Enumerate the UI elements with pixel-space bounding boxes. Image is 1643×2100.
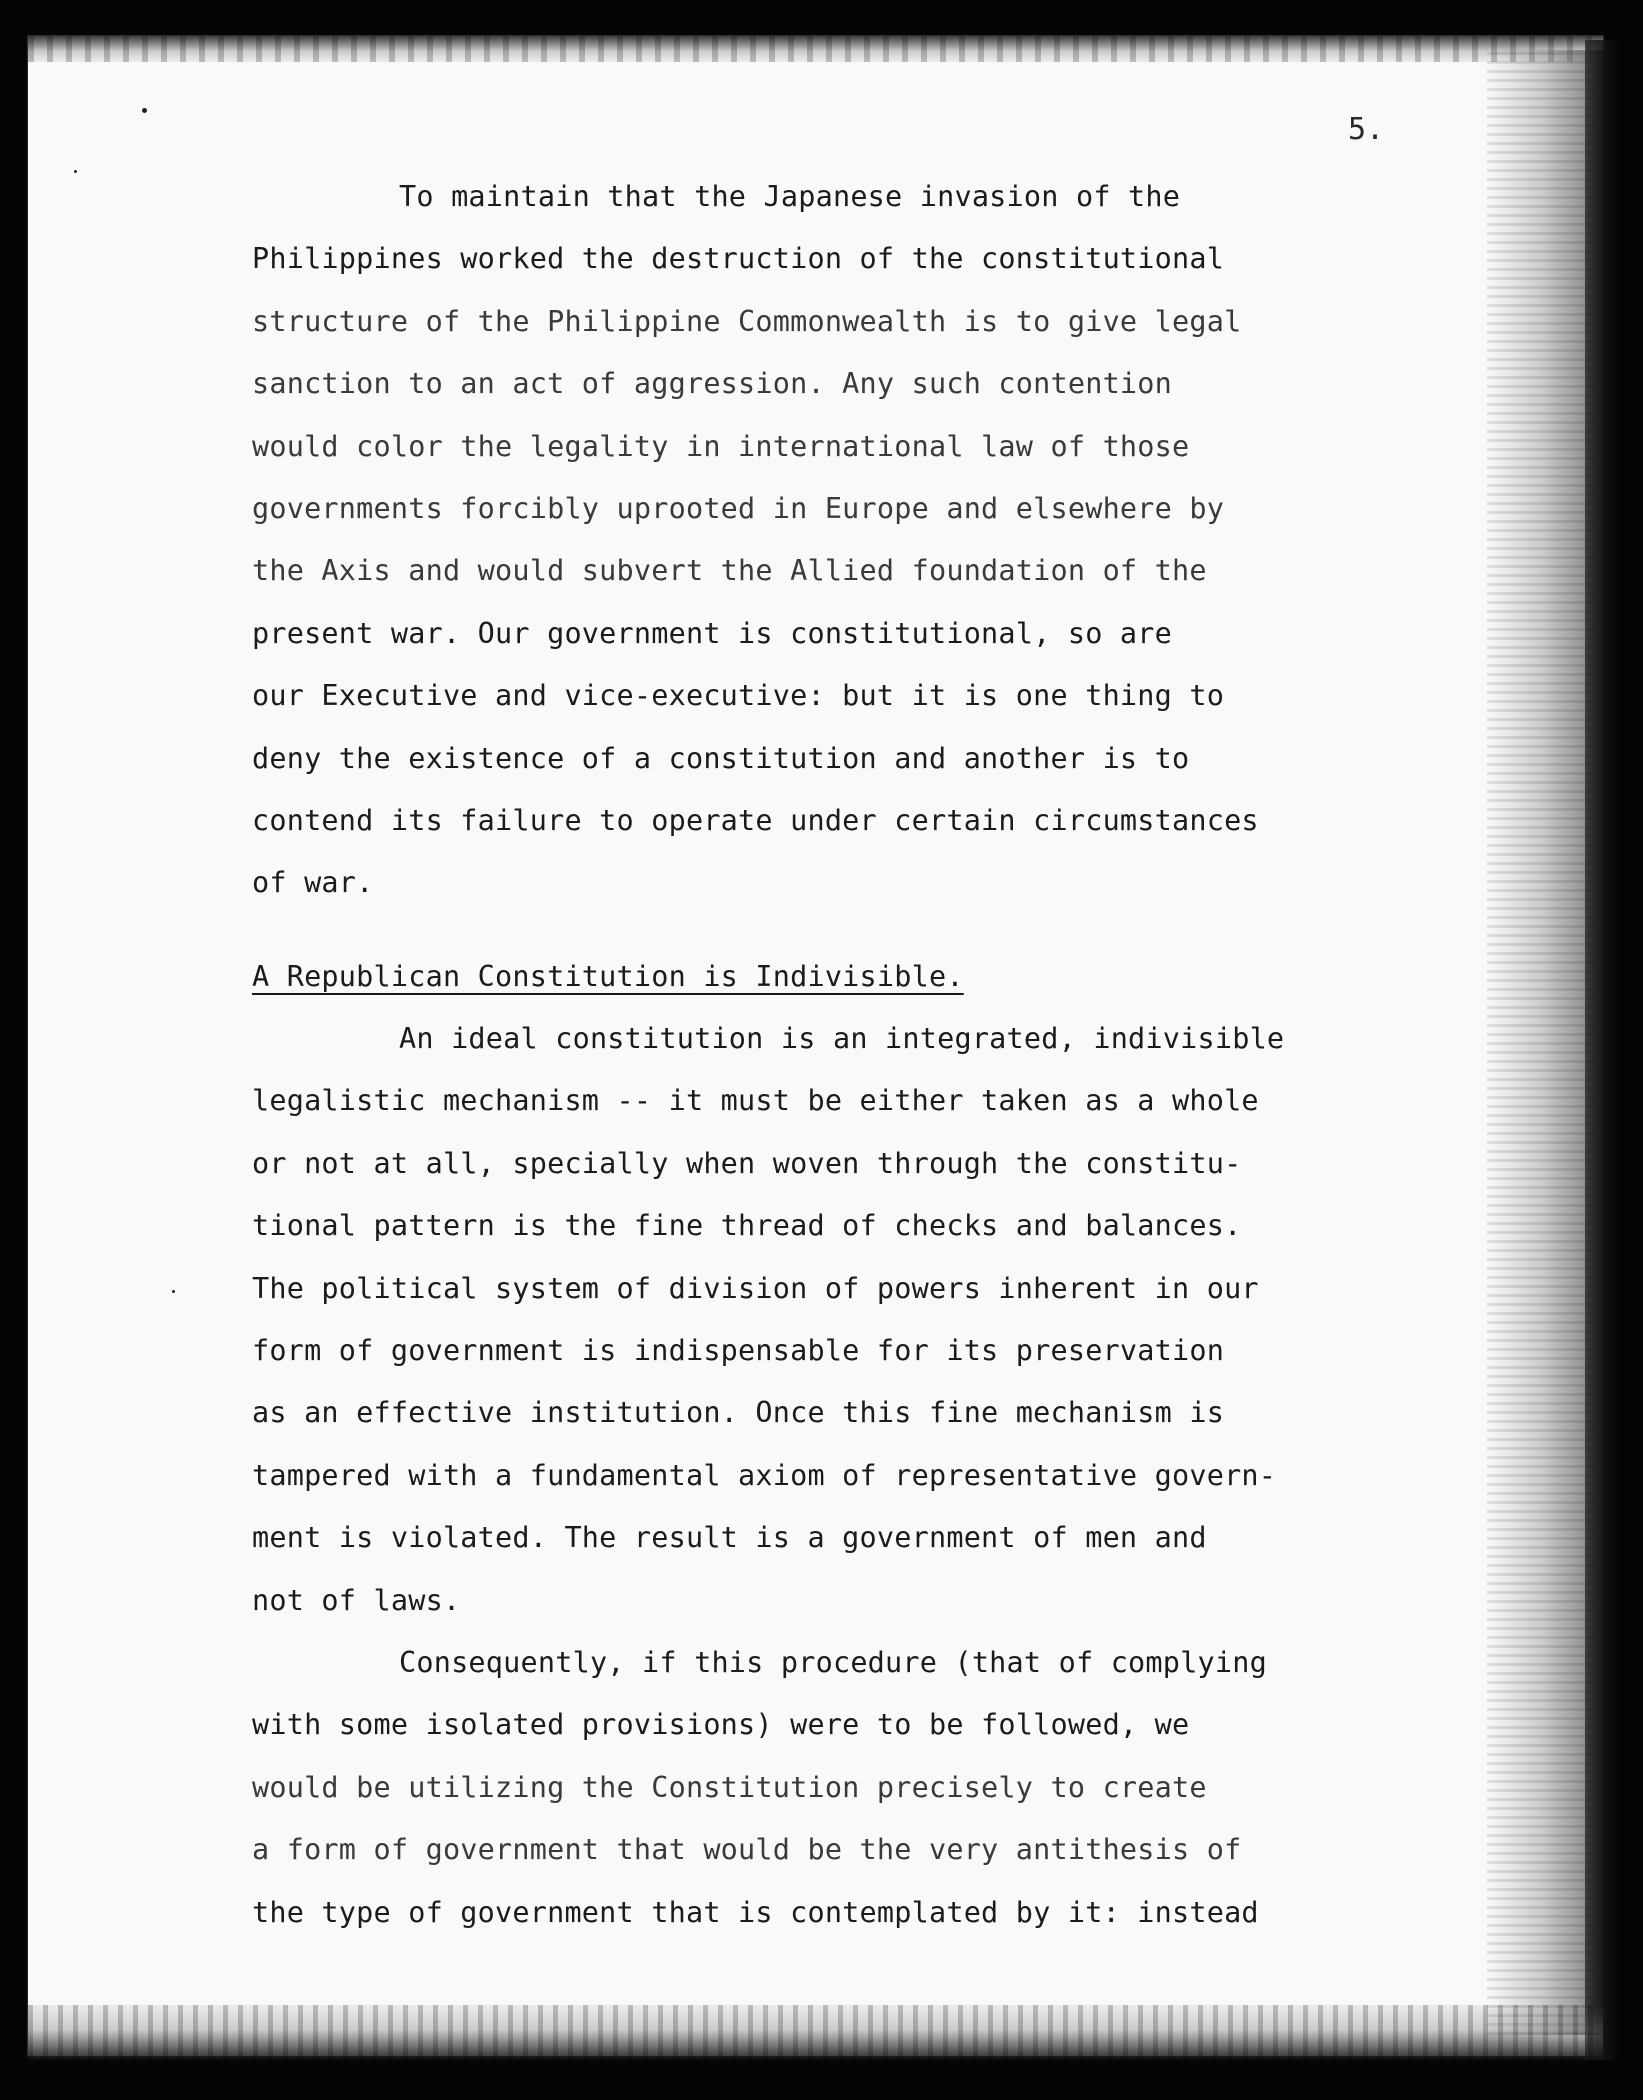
paragraph-2 bbox=[252, 1008, 1392, 1632]
section-heading: A Republican Constitution is Indivisible. bbox=[252, 959, 964, 993]
text-line: contend its failure to operate under certain circumstances bbox=[252, 803, 1259, 837]
ink-speck bbox=[74, 170, 77, 173]
text-line: Philippines worked the destruction of the constitutional bbox=[252, 242, 1225, 276]
text-line: governments forcibly uprooted in Europe and elsewhere by bbox=[252, 491, 1225, 525]
text-line: An ideal constitution is an integrated, indivisible bbox=[399, 1022, 1285, 1056]
text-line: present war. Our government is constitutional, so are bbox=[252, 616, 1172, 650]
text-line: would be utilizing the Constitution precisely to create bbox=[252, 1770, 1207, 1804]
page-number: 5. bbox=[1348, 112, 1385, 147]
top-edge-shadow bbox=[28, 36, 1603, 62]
right-edge-shadow bbox=[1585, 40, 1625, 2060]
text-line: the Axis and would subvert the Allied foundation of the bbox=[252, 554, 1207, 588]
text-line: tional pattern is the fine thread of checks and balances. bbox=[252, 1209, 1242, 1243]
text-line: form of government is indispensable for its preservation bbox=[252, 1334, 1225, 1368]
text-line: sanction to an act of aggression. Any such contention bbox=[252, 367, 1172, 401]
text-line: with some isolated provisions) were to be followed, we bbox=[252, 1708, 1190, 1742]
text-line: Consequently, if this procedure (that of complying bbox=[399, 1645, 1267, 1679]
text-line: our Executive and vice-executive: but it is one thing to bbox=[252, 679, 1225, 713]
paragraph-1 bbox=[252, 166, 1392, 915]
document-body bbox=[252, 166, 1392, 1944]
paragraph-3 bbox=[252, 1632, 1392, 1944]
text-line: as an effective institution. Once this fine mechanism is bbox=[252, 1396, 1225, 1430]
text-line: the type of government that is contemplated by it: instead bbox=[252, 1895, 1259, 1929]
section-gap bbox=[252, 915, 1392, 946]
text-line: tampered with a fundamental axiom of representative govern- bbox=[252, 1458, 1277, 1492]
text-line: of war. bbox=[252, 866, 374, 900]
text-line: To maintain that the Japanese invasion of the bbox=[399, 180, 1181, 213]
text-line: legalistic mechanism -- it must be either taken as a whole bbox=[252, 1084, 1259, 1118]
text-line: ment is violated. The result is a government of men and bbox=[252, 1521, 1207, 1555]
text-line: deny the existence of a constitution and another is to bbox=[252, 741, 1190, 775]
text-line: would color the legality in international law of those bbox=[252, 429, 1190, 463]
bottom-edge-shadow bbox=[28, 2005, 1603, 2060]
ink-speck bbox=[142, 108, 147, 113]
ink-speck bbox=[172, 1290, 175, 1293]
text-line: or not at all, specially when woven through the constitu- bbox=[252, 1146, 1242, 1180]
text-line: a form of government that would be the very antithesis of bbox=[252, 1833, 1242, 1867]
text-line: not of laws. bbox=[252, 1583, 461, 1617]
text-line: structure of the Philippine Commonwealth is to give legal bbox=[252, 304, 1242, 338]
text-line: The political system of division of powers inherent in our bbox=[252, 1271, 1259, 1305]
